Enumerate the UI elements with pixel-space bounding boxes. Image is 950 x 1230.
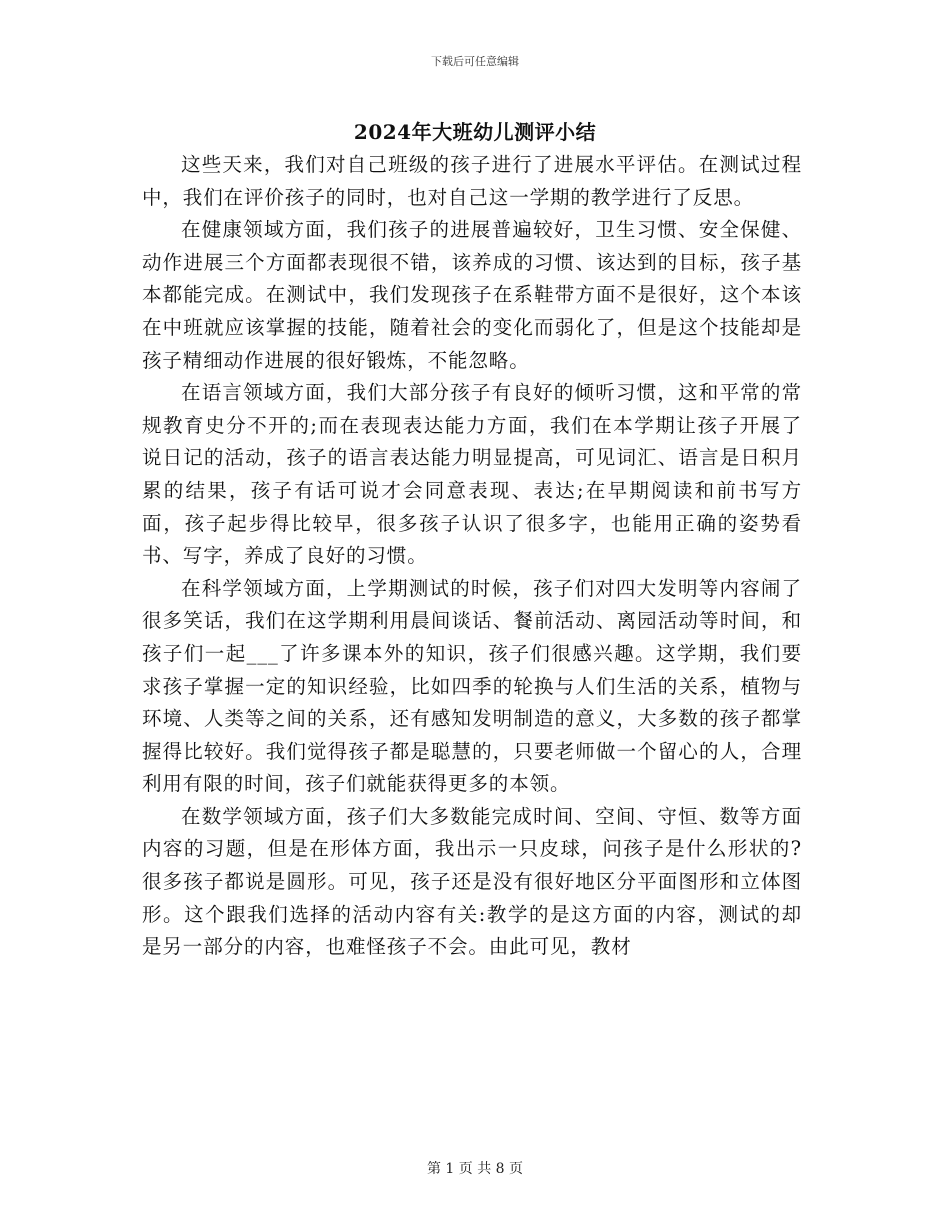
- paragraph-language: 在语言领域方面，我们大部分孩子有良好的倾听习惯，这和平常的常规教育史分不开的;而在表现表达能力方面，我们在本学期让孩子开展了说日记的活动，孩子的语言表达能力明显提高，可见词汇、语言是日积月累的结果，孩子有话可说才会同意表现、表达;在早期阅读和前书写方面，孩子起步得比较早，很多孩子认识了很多字，也能用正确的姿势看书、写字，养成了良好的习惯。: [142, 381, 802, 568]
- paragraph-intro: 这些天来，我们对自己班级的孩子进行了进展水平评估。在测试过程中，我们在评价孩子的同时，也对自己这一学期的教学进行了反思。: [142, 153, 802, 209]
- paragraph-math: 在数学领域方面，孩子们大多数能完成时间、空间、守恒、数等方面内容的习题，但是在形体方面，我出示一只皮球，问孩子是什么形状的?很多孩子都说是圆形。可见，孩子还是没有很好地区分平面图形和立体图形。这个跟我们选择的活动内容有关:教学的是这方面的内容，测试的却是另一部分的内容，也难怪孩子不会。由此可见，教材: [142, 804, 802, 959]
- document-body: [142, 149, 802, 964]
- paragraph-science: 在科学领域方面，上学期测试的时候，孩子们对四大发明等内容闹了很多笑话，我们在这学期利用晨间谈话、餐前活动、离园活动等时间，和孩子们一起___了许多课本外的知识，孩子们很感兴趣。这学期，我们要求孩子掌握一定的知识经验，比如四季的轮换与人们生活的关系，植物与环境、人类等之间的关系，还有感知发明制造的意义，大多数的孩子都掌握得比较好。我们觉得孩子都是聪慧的，只要老师做一个留心的人，合理利用有限的时间，孩子们就能获得更多的本领。: [142, 576, 802, 796]
- page-number: 第 1 页 共 8 页: [426, 1161, 524, 1177]
- paragraph-health: 在健康领域方面，我们孩子的进展普遍较好，卫生习惯、安全保健、动作进展三个方面都表现很不错，该养成的习惯、该达到的目标，孩子基本都能完成。在测试中，我们发现孩子在系鞋带方面不是很好，这个本该在中班就应该掌握的技能，随着社会的变化而弱化了，但是这个技能却是孩子精细动作进展的很好锻炼，不能忽略。: [142, 218, 802, 372]
- download-note: 下载后可任意编辑: [431, 55, 519, 68]
- document-title: 2024年大班幼儿测评小结: [353, 120, 597, 144]
